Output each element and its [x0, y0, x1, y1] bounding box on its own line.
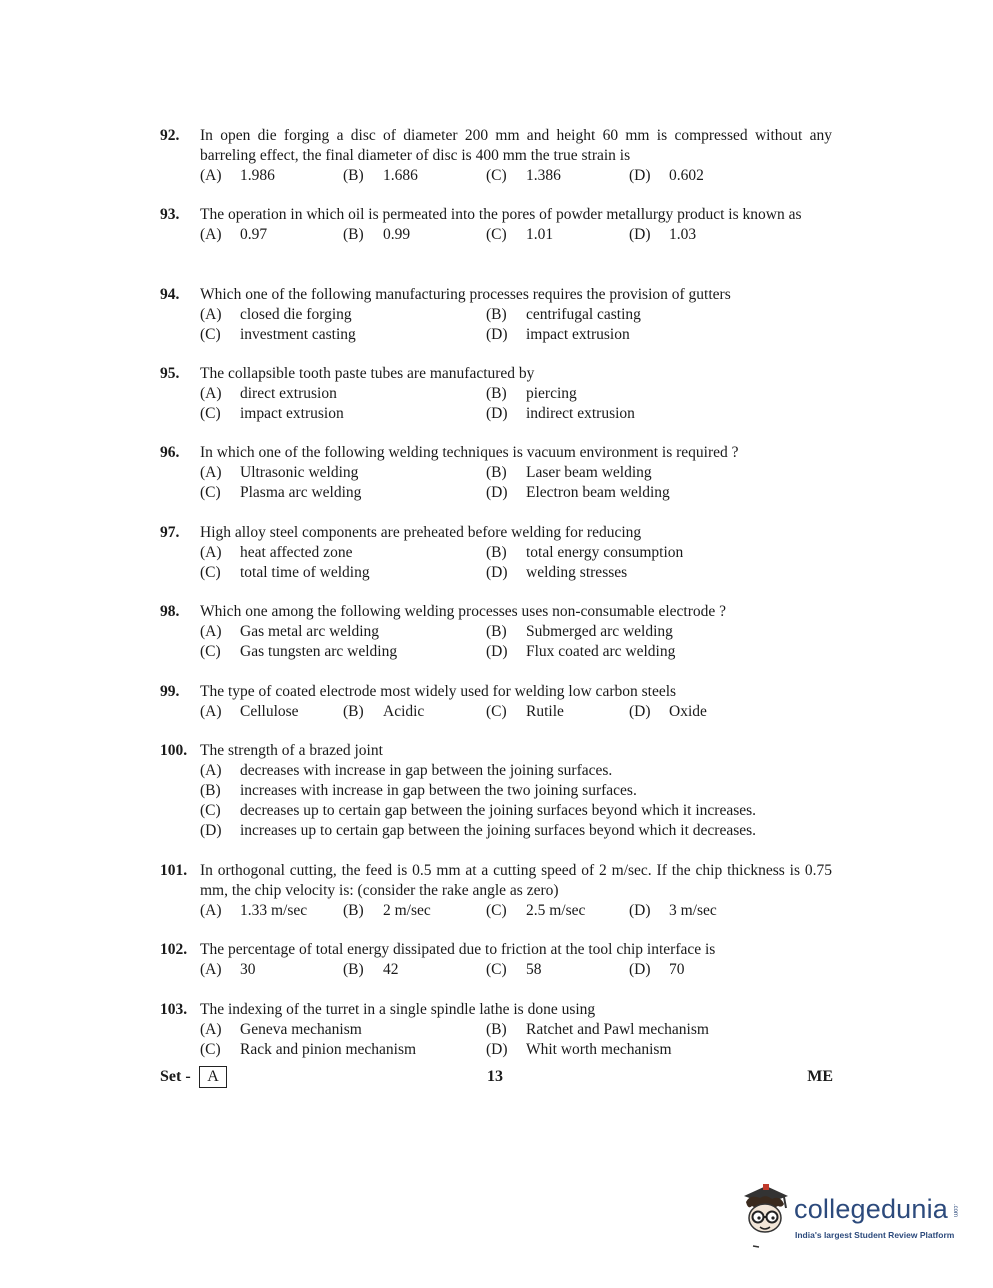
option-label: (C) — [486, 961, 507, 978]
option-text: total time of welding — [240, 564, 370, 581]
option-label: (D) — [629, 703, 651, 720]
option-text: Rutile — [526, 703, 564, 720]
logo-wordmark: collegedunia — [794, 1194, 949, 1224]
option-label: (C) — [200, 405, 221, 422]
question-101 — [160, 861, 832, 921]
subject-code: ME — [807, 1068, 833, 1085]
question-text: The percentage of total energy dissipated due to friction at the tool chip interface is — [200, 941, 716, 958]
option-text: Electron beam welding — [526, 484, 670, 501]
option-label: (B) — [486, 623, 507, 640]
option-label: (D) — [486, 484, 508, 501]
option-text: indirect extrusion — [526, 405, 635, 422]
question-103 — [160, 1000, 832, 1060]
option-label: (A) — [200, 961, 222, 978]
question-number: 100. — [160, 742, 188, 759]
option-text: Laser beam welding — [526, 464, 652, 481]
option-text: Geneva mechanism — [240, 1021, 362, 1038]
question-number: 93. — [160, 206, 180, 223]
option-text: 0.602 — [669, 167, 704, 184]
option-label: (C) — [200, 643, 221, 660]
option-label: (B) — [200, 782, 221, 799]
option-label: (A) — [200, 762, 222, 779]
question-93 — [160, 205, 832, 245]
option-text: impact extrusion — [240, 405, 344, 422]
question-number: 98. — [160, 603, 180, 620]
question-99 — [160, 682, 832, 722]
option-label: (A) — [200, 385, 222, 402]
option-text: 1.986 — [240, 167, 275, 184]
set-label: Set - — [160, 1068, 191, 1085]
question-96 — [160, 443, 832, 503]
options — [200, 901, 832, 921]
option-label: (B) — [486, 385, 507, 402]
option-label: (B) — [343, 226, 364, 243]
option-text: 1.33 m/sec — [240, 902, 308, 919]
option-text: Gas metal arc welding — [240, 623, 380, 640]
options — [200, 225, 832, 245]
option-text: 1.686 — [383, 167, 418, 184]
question-95 — [160, 364, 832, 424]
question-text: The operation in which oil is permeated into the pores of powder metallurgy product is known as — [200, 206, 802, 223]
option-label: (C) — [486, 167, 507, 184]
option-text: Gas tungsten arc welding — [240, 643, 398, 660]
option-label: (D) — [486, 405, 508, 422]
question-94 — [160, 285, 832, 345]
option-label: (C) — [200, 326, 221, 343]
options — [200, 384, 832, 424]
option-label: (C) — [200, 484, 221, 501]
option-label: (B) — [343, 961, 364, 978]
question-100 — [160, 741, 832, 841]
option-label: (A) — [200, 464, 222, 481]
option-label: (D) — [629, 226, 651, 243]
question-92 — [160, 126, 832, 186]
option-text: impact extrusion — [526, 326, 630, 343]
option-text: 0.99 — [383, 226, 411, 243]
question-number: 99. — [160, 683, 180, 700]
question-number: 94. — [160, 286, 180, 303]
option-label: (C) — [486, 902, 507, 919]
mascot-icon — [736, 1182, 794, 1252]
option-text: Ratchet and Pawl mechanism — [526, 1021, 709, 1038]
question-98 — [160, 602, 832, 662]
option-label: (D) — [629, 167, 651, 184]
option-label: (D) — [629, 902, 651, 919]
option-label: (B) — [343, 902, 364, 919]
option-text: 1.01 — [526, 226, 554, 243]
option-label: (A) — [200, 703, 222, 720]
option-label: (D) — [486, 326, 508, 343]
option-text: Cellulose — [240, 703, 299, 720]
question-text: The collapsible tooth paste tubes are manufactured by — [200, 365, 535, 382]
option-text: Whit worth mechanism — [526, 1041, 672, 1058]
option-text: 70 — [669, 961, 685, 978]
question-text: In open die forging a disc of diameter 200 mm and height 60 mm is compressed without any barreling effect, the final diameter of disc is 400 mm the true strain is — [200, 127, 832, 164]
option-text: Ultrasonic welding — [240, 464, 359, 481]
option-text: Rack and pinion mechanism — [240, 1041, 417, 1058]
option-label: (C) — [486, 226, 507, 243]
option-text: centrifugal casting — [526, 306, 641, 323]
collegedunia-logo — [736, 1182, 961, 1252]
question-number: 96. — [160, 444, 180, 461]
option-label: (C) — [200, 564, 221, 581]
question-text: Which one of the following manufacturing processes requires the provision of gutters — [200, 286, 731, 303]
options — [200, 1020, 832, 1060]
question-number: 97. — [160, 524, 180, 541]
question-number: 101. — [160, 862, 188, 879]
option-label: (A) — [200, 902, 222, 919]
option-label: (C) — [200, 1041, 221, 1058]
options — [200, 305, 832, 345]
option-label: (A) — [200, 167, 222, 184]
question-number: 95. — [160, 365, 180, 382]
option-label: (A) — [200, 1021, 222, 1038]
option-text: decreases with increase in gap between the joining surfaces. — [240, 762, 613, 779]
option-text: Plasma arc welding — [240, 484, 362, 501]
option-label: (A) — [200, 306, 222, 323]
option-label: (B) — [486, 1021, 507, 1038]
option-text: increases with increase in gap between the two joining surfaces. — [240, 782, 637, 799]
option-label: (B) — [343, 167, 364, 184]
option-text: 0.97 — [240, 226, 268, 243]
option-label: (B) — [343, 703, 364, 720]
options — [200, 622, 832, 662]
option-label: (A) — [200, 226, 222, 243]
question-text: The indexing of the turret in a single spindle lathe is done using — [200, 1001, 596, 1018]
option-text: Oxide — [669, 703, 707, 720]
option-text: 3 m/sec — [669, 902, 717, 919]
question-text: The strength of a brazed joint — [200, 742, 383, 759]
options — [200, 463, 832, 503]
option-text: investment casting — [240, 326, 356, 343]
option-text: 30 — [240, 961, 256, 978]
question-number: 103. — [160, 1001, 188, 1018]
logo-suffix: .com — [952, 1204, 958, 1218]
option-text: piercing — [526, 385, 577, 402]
question-text: In orthogonal cutting, the feed is 0.5 mm at a cutting speed of 2 m/sec. If the chip thickness is 0.75 mm, the chip velocity is: (consider the rake angle as zero) — [200, 862, 832, 899]
page-footer — [160, 1066, 833, 1090]
option-text: Acidic — [383, 703, 425, 720]
option-text: 2 m/sec — [383, 902, 431, 919]
option-label: (B) — [486, 464, 507, 481]
option-text: 1.386 — [526, 167, 561, 184]
option-label: (B) — [486, 306, 507, 323]
options — [200, 543, 832, 583]
set-value-box: A — [199, 1066, 227, 1088]
question-text: The type of coated electrode most widely used for welding low carbon steels — [200, 683, 677, 700]
option-text: 1.03 — [669, 226, 697, 243]
option-label: (B) — [486, 544, 507, 561]
option-text: welding stresses — [526, 564, 628, 581]
question-text: Which one among the following welding processes uses non-consumable electrode ? — [200, 603, 726, 620]
option-text: increases up to certain gap between the joining surfaces beyond which it decreases. — [240, 822, 757, 839]
options — [200, 960, 832, 980]
page-number: 13 — [487, 1068, 503, 1085]
options — [200, 166, 832, 186]
option-text: heat affected zone — [240, 544, 353, 561]
option-label: (D) — [486, 643, 508, 660]
option-label: (D) — [486, 564, 508, 581]
question-text: High alloy steel components are preheated before welding for reducing — [200, 524, 642, 541]
question-number: 92. — [160, 127, 180, 144]
option-label: (A) — [200, 623, 222, 640]
option-text: Submerged arc welding — [526, 623, 673, 640]
option-text: 58 — [526, 961, 542, 978]
option-text: total energy consumption — [526, 544, 684, 561]
option-label: (D) — [200, 822, 222, 839]
option-label: (D) — [486, 1041, 508, 1058]
question-102 — [160, 940, 832, 980]
option-text: closed die forging — [240, 306, 352, 323]
option-text: 2.5 m/sec — [526, 902, 586, 919]
option-text: Flux coated arc welding — [526, 643, 676, 660]
option-label: (C) — [486, 703, 507, 720]
option-label: (A) — [200, 544, 222, 561]
question-text: In which one of the following welding techniques is vacuum environment is required ? — [200, 444, 739, 461]
option-label: (D) — [629, 961, 651, 978]
options — [200, 702, 832, 722]
option-text: 42 — [383, 961, 399, 978]
logo-tagline: India's largest Student Review Platform — [795, 1230, 955, 1240]
option-text: decreases up to certain gap between the joining surfaces beyond which it increases. — [240, 802, 757, 819]
options — [200, 761, 832, 841]
option-text: direct extrusion — [240, 385, 337, 402]
option-label: (C) — [200, 802, 221, 819]
question-97 — [160, 523, 832, 583]
question-number: 102. — [160, 941, 188, 958]
